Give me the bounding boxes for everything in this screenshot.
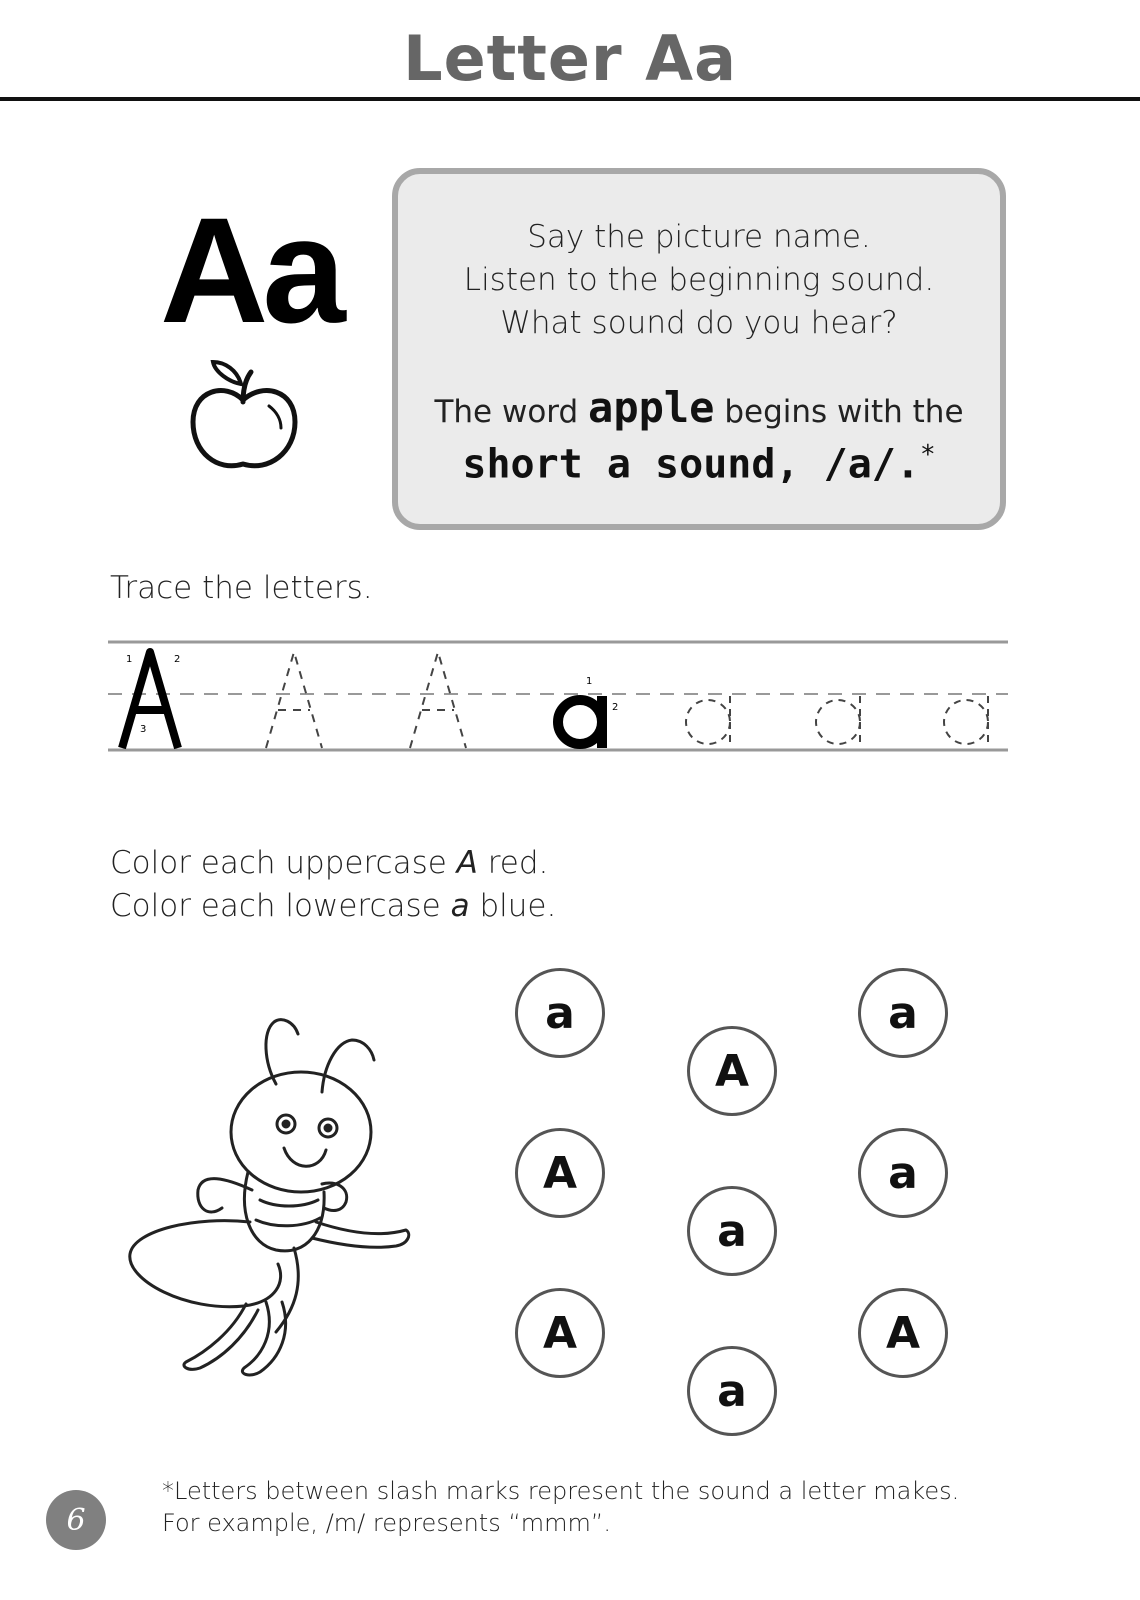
letter-circle[interactable]: a (687, 1186, 777, 1276)
model-uppercase-a (122, 652, 180, 748)
ant-icon (126, 1012, 426, 1412)
instruction-line: Listen to the beginning sound. (463, 262, 935, 298)
text: Color each uppercase (110, 845, 457, 881)
sentence-prefix: The word (434, 394, 589, 430)
svg-text:2: 2 (174, 654, 181, 665)
sentence-suffix: begins with the (714, 394, 964, 430)
instruction-line: Say the picture name. (527, 219, 871, 255)
tracing-lines[interactable] (108, 638, 1008, 758)
trace-lowercase-a[interactable] (944, 696, 988, 748)
apple-icon (185, 360, 305, 480)
letter-circle[interactable]: a (858, 1128, 948, 1218)
text: red. (477, 845, 549, 881)
svg-text:1: 1 (126, 654, 133, 665)
title-divider (0, 97, 1140, 101)
featured-letters: Aa (160, 186, 340, 354)
instruction-line: What sound do you hear? (500, 305, 898, 341)
footnote-marker: * (919, 440, 936, 470)
apple-sentence (398, 383, 1000, 432)
color-instructions (110, 842, 556, 928)
letter-circle[interactable]: a (858, 968, 948, 1058)
footnote (162, 1475, 959, 1539)
letter-circle[interactable]: A (858, 1288, 948, 1378)
page-number: 6 (46, 1490, 106, 1550)
color-instruction-line (110, 842, 556, 885)
footnote-line: *Letters between slash marks represent the sound a letter makes. (162, 1477, 960, 1505)
letter: a (450, 888, 470, 924)
footnote-line: For example, /m/ represents “mmm”. (162, 1509, 611, 1537)
trace-uppercase-a[interactable] (410, 652, 466, 748)
svg-text:1: 1 (586, 676, 593, 687)
sound-phrase (398, 440, 1000, 487)
svg-text:3: 3 (140, 724, 147, 735)
letter-circle[interactable]: A (687, 1026, 777, 1116)
key-word: apple (588, 383, 715, 432)
letter-circle[interactable]: A (515, 1128, 605, 1218)
instruction-box (392, 168, 1006, 530)
letter-circle[interactable]: a (515, 968, 605, 1058)
letter-circle[interactable]: A (515, 1288, 605, 1378)
trace-lowercase-a[interactable] (816, 696, 860, 748)
model-lowercase-a (558, 676, 618, 748)
trace-uppercase-a[interactable] (266, 652, 322, 748)
letter-circle[interactable]: a (687, 1346, 777, 1436)
text: Color each lowercase (110, 888, 451, 924)
trace-instruction: Trace the letters. (110, 570, 373, 606)
letter: A (456, 845, 478, 881)
sound-phrase-text: short a sound, /a/. (462, 441, 920, 488)
trace-lowercase-a[interactable] (686, 696, 730, 748)
page-title: Letter Aa (403, 22, 737, 95)
color-instruction-line (110, 885, 556, 928)
svg-text:2: 2 (612, 702, 619, 713)
text: blue. (469, 888, 557, 924)
